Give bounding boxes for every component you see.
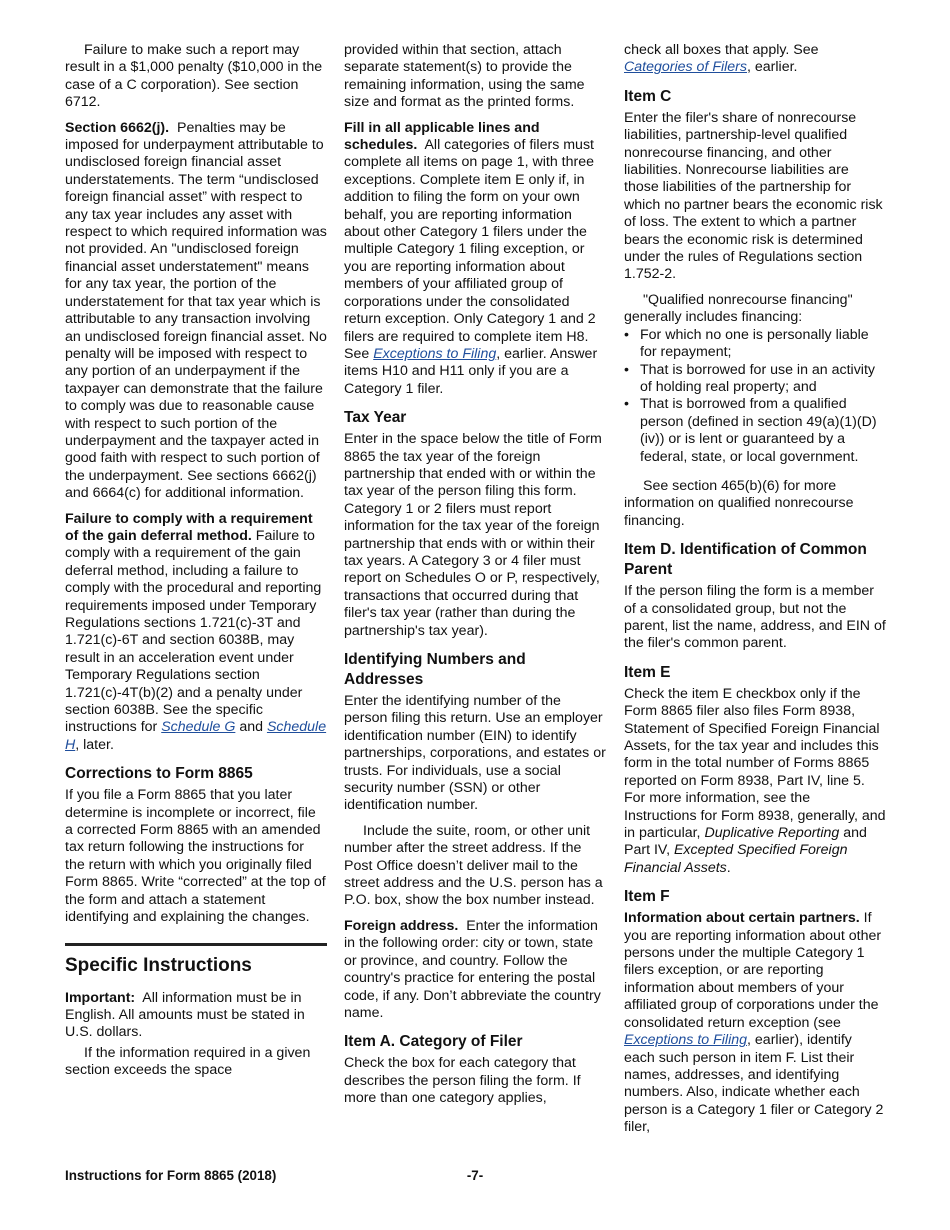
certain-partners-text: If you are reporting information about other persons under the multiple Category 1 filers exception, or are reporting information about members of your affiliated group of corporations under the consolidated return exception (see [624, 910, 882, 1031]
identifying-numbers-heading: Identifying Numbers and Addresses [344, 651, 526, 688]
fill-in-run-in-heading: Fill in all applicable lines and schedules. [344, 119, 540, 154]
list-item [624, 396, 886, 466]
corrections-paragraph: If you file a Form 8865 that you later determine is incomplete or incorrect, file a corrected Form 8865 with an amended tax return following the instructions for the return with which you originally filed Form 8865. Write “corrected” at the top of the form and attach a statement identifying and explaining the changes. [65, 787, 326, 926]
separate-statement-paragraph: provided within that section, attach separate statement(s) to provide the remaining information, using the same size and format as the printed forms. [344, 42, 585, 111]
foreign-address-run-in-heading: Foreign address. [344, 917, 459, 934]
item-c-paragraph: Enter the filer's share of nonrecourse liabilities, partnership-level qualified nonrecourse financing, and other liabilities. Nonrecourse liabilities are those liabilities of the partnership for which no partner bears the economic risk of loss. The extent to which a partner bears the economic risk is determined under the rules of Regulations section 1.752-2. [624, 109, 883, 283]
suite-paragraph: Include the suite, room, or other unit number after the street address. If the Post Office doesn’t deliver mail to the street address and the U.S. person has a P.O. box, show the box number instead. [344, 822, 603, 909]
list-item [624, 362, 886, 397]
section-6662j-text: Penalties may be imposed for underpayment attributable to undisclosed foreign financial asset understatements. The term “undisclosed foreign financial asset” with respect to any tax year includes any asset with respect to which required information was not provided. An "undisclosed foreign financial asset understatement" means for any tax year, the portion of the understatement for that tax year which is attributable to any transaction involving an undisclosed foreign financial asset. No penalty will be imposed with respect to any portion of an underpayment if the taxpayer can demonstrate that the failure to comply was due to reasonable cause with respect to such portion of the underpayment and the taxpayer acted in good faith with respect to such portion of the underpayment. See sections 6662(j) and 6664(c) for additional information. [65, 119, 327, 502]
see-465-paragraph: See section 465(b)(6) for more information on qualified nonrecourse financing. [624, 477, 854, 529]
bullet-icon: • [624, 396, 629, 413]
bullet-text: That is borrowed for use in an activity of holding real property; and [640, 361, 875, 395]
important-run-in-heading: Important: [65, 989, 136, 1006]
fill-in-text: All categories of filers must complete all items on page 1, with three exceptions. Complete item E only if, in addition to filing the form on your own behalf, you are reporting information about other Category 1 filers under the multiple Category 1 filing exception, or you are reporting information about members of your affiliated group of corporations under the consolidated return exception. Only Category 1 and 2 filers are required to complete item H8. See [344, 137, 596, 362]
schedule-h-link[interactable]: Schedule H [65, 719, 327, 753]
item-e-heading: Item E [624, 663, 671, 681]
section-6662j-run-in-heading: Section 6662(j). [65, 119, 170, 136]
fill-in-text-end: , earlier. Answer items H10 and H11 only if you are a Category 1 filer. [344, 345, 598, 397]
item-c-heading: Item C [624, 87, 672, 105]
gain-deferral-paragraph [65, 511, 327, 755]
bullet-text: For which no one is personally liable for repayment; [640, 326, 869, 361]
gain-deferral-run-in-heading: Failure to comply with a requirement of the gain deferral method. [65, 510, 313, 544]
item-e-text: Check the item E checkbox only if the Form 8865 filer also files Form 8938, Statement of Specified Foreign Financial Assets, for the tax year and includes this form in the total number of Forms 8865 reported on Form 8938, Part IV, line 5. For more information, see the Instructions for Form 8938, generally, and in particular, [624, 685, 886, 842]
tax-year-paragraph: Enter in the space below the title of Form 8865 the tax year of the foreign partnership that ended with or within the tax year of the person filing this form. Category 1 or 2 filers must report information for the tax year of the foreign partnership that ends with or within their tax years. A Category 3 or 4 filer must report on Schedules O or P, respectively, transactions that occurred during that filer's tax year (rather than during the partnership's tax year). [344, 431, 602, 639]
and-text: and [239, 719, 263, 736]
specific-instructions-heading: Specific Instructions [65, 943, 327, 978]
section-6662j-paragraph [65, 120, 327, 503]
schedule-g-link[interactable]: Schedule G [161, 719, 236, 736]
foreign-address-text: Enter the information in the following order: city or town, state or province, and country. Follow the country's practice for entering the postal code, if any. Don’t abbreviate the country name. [344, 917, 601, 1021]
bullet-text: That is borrowed from a qualified person (defined in section 49(a)(1)(D)(iv)) or is lent or guaranteed by a federal, state, or local government. [640, 396, 877, 465]
item-d-heading: Item D. Identification of Common Parent [624, 541, 867, 579]
later-text: , later. [75, 736, 114, 753]
important-paragraph [65, 990, 327, 1042]
page-number: -7- [466, 1168, 484, 1183]
space-exceeds-paragraph: If the information required in a given section exceeds the space [65, 1044, 311, 1079]
categories-of-filers-link[interactable]: Categories of Filers [624, 59, 748, 76]
item-d-paragraph: If the person filing the form is a member of a consolidated group, but not the parent, list the name, address, and EIN of the filer's common parent. [624, 583, 886, 652]
tax-year-heading: Tax Year [344, 409, 407, 427]
footer-form-title: Instructions for Form 8865 (2018) [65, 1168, 277, 1183]
gain-deferral-text: Failure to comply with a requirement of the gain deferral method, including a failure to comply with the procedural and reporting requirements imposed under Temporary Regulations sections 1.721(c)-3T and 1.721(c)-6T and section 6038B, may result in an acceleration event under Temporary Regulations section 1.721(c)-4T(b)(2) and a penalty under section 6038B. See the specific instructions for [65, 527, 322, 736]
item-a-heading: Item A. Category of Filer [344, 1033, 523, 1051]
column-3 [624, 42, 886, 1145]
excepted-assets-text: Excepted Specified Foreign Financial Assets [624, 842, 848, 876]
exceptions-to-filing-link[interactable]: Exceptions to Filing [373, 345, 497, 362]
column-1 [65, 42, 327, 1088]
foreign-address-paragraph [344, 918, 606, 1022]
item-e-text-part-iv: and Part IV, [624, 825, 867, 859]
check-boxes-text: check all boxes that apply. See [624, 42, 819, 58]
fill-in-paragraph [344, 120, 606, 399]
bullet-icon: • [624, 326, 629, 343]
item-f-heading: Item F [624, 888, 670, 906]
identifying-numbers-paragraph: Enter the identifying number of the person filing this return. Use an employer identification number (EIN) to identify partnerships, corporations, and estates or trusts. For individuals, use a social security number (SSN) or other identification number. [344, 693, 606, 814]
check-boxes-text-end: , earlier. [747, 59, 798, 76]
penalty-paragraph: Failure to make such a report may result in a $1,000 penalty ($10,000 in the case of a C corporation). See section 6712. [65, 42, 323, 111]
list-item [624, 327, 886, 362]
column-2 [344, 42, 606, 1116]
duplicative-reporting-text: Duplicative Reporting [704, 825, 840, 842]
certain-partners-text-end: , earlier), identify each such person in item F. List their names, addresses, and identifying numbers. Also, indicate whether each person is a Category 1 filer or Category 2 filer, [624, 1032, 884, 1136]
check-boxes-paragraph [624, 42, 886, 77]
exceptions-to-filing-link-2[interactable]: Exceptions to Filing [624, 1032, 748, 1049]
corrections-heading: Corrections to Form 8865 [65, 765, 253, 783]
certain-partners-run-in-heading: Information about certain partners. [624, 910, 860, 927]
important-text: All information must be in English. All amounts must be stated in U.S. dollars. [65, 989, 305, 1041]
item-e-paragraph [624, 686, 886, 877]
item-e-period: . [726, 859, 731, 876]
certain-partners-paragraph [624, 910, 886, 1136]
item-a-paragraph: Check the box for each category that describes the person filing the form. If more than one category applies, [344, 1055, 581, 1107]
qnf-intro-paragraph: "Qualified nonrecourse financing" generally includes financing: [624, 291, 853, 326]
bullet-icon: • [624, 361, 629, 378]
